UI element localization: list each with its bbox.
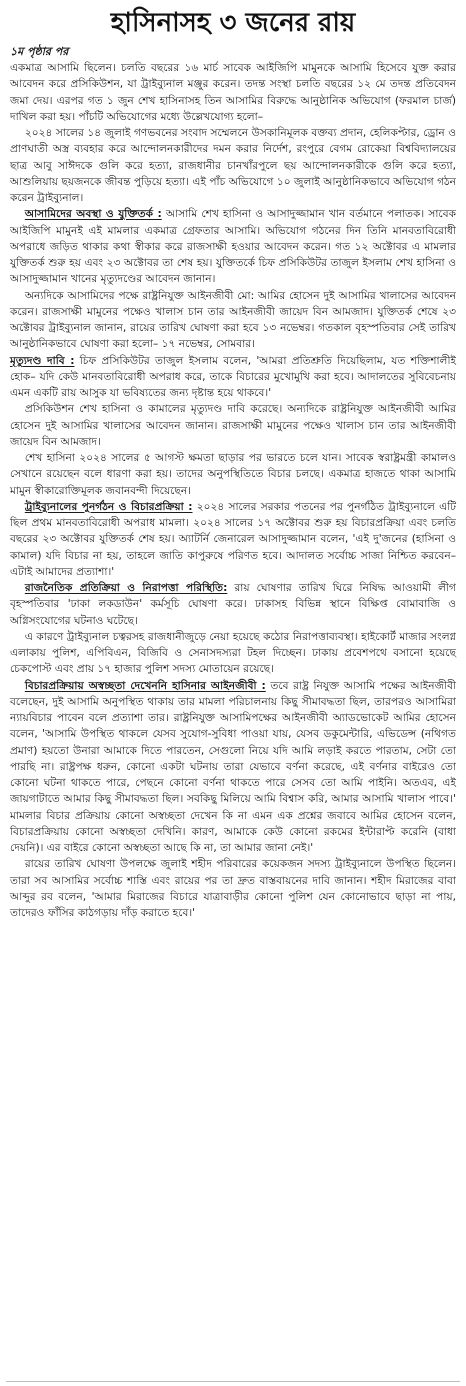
section-subhead: মৃত্যুদণ্ড দাবি : xyxy=(10,354,75,367)
paragraph-text: অন্যদিকে আসামিদের পক্ষে রাষ্ট্রনিযুক্ত আইনজীবী মো: আমির হোসেন দুই আসামির খালাসের আবেদন করেন। রাজসাক্ষী মামুনের পক্ষেও খালাস চান তার আইনজীবী জায়েদ বিন আমজাদ। যুক্তিতর্ক শেষে ২৩ অক্টোবর ট্রাইব্যুনাল জানান, রায়ের তারিখ ঘোষণা করা হবে ১৩ নভেম্বর। গতকাল বৃহস্পতিবার সেই তারিখ আনুষ্ঠানিকভাবে ঘোষণা করা হলো– ১৭ নভেম্বর, সোমবার। xyxy=(10,289,456,351)
article-paragraph xyxy=(10,401,456,450)
article-body xyxy=(10,60,456,921)
article-paragraph xyxy=(10,678,456,857)
paragraph-text: প্রসিকিউশন শেখ হাসিনা ও কামালের মৃত্যুদণ্ড দাবি করেছে। অন্যদিকে রাষ্ট্রনিযুক্ত আইনজীবী আমির হোসেন দুই আসামির খালাসের আবেদন জানান। রাজসাক্ষী মামুনের পক্ষেও খালাস চান তার আইনজীবী জায়েদ বিন আমজাদ। xyxy=(10,403,456,448)
paragraph-text: শেখ হাসিনা ২০২৪ সালের ৫ আগস্ট ক্ষমতা ছাড়ার পর ভারতে চলে যান। সাবেক স্বরাষ্ট্রমন্ত্রী কামালও সেখানে রয়েছেন বলে ধারণা করা হয়। তাদের অনুপস্থিতিতে বিচার চলছে। একমাত্র হাজতে থাকা আসামি মামুন স্বীকারোক্তিমূলক জবানবন্দী দিয়েছেন। xyxy=(10,452,456,497)
article-paragraph xyxy=(10,125,456,206)
article-paragraph xyxy=(10,60,456,125)
paragraph-text: রায়ের তারিখ ঘোষণা উপলক্ষে জুলাই শহীদ পরিবারের কয়েকজন সদস্য ট্রাইব্যুনালে উপস্থিত ছিলেন। তারা সব আসামির সর্বোচ্চ শাস্তি এবং রায়ের পর তা দ্রুত বাস্তবায়নের দাবি জানান। শহীদ মিরাজের বাবা আব্দুর রব বলেন, 'আমার মিরাজের বিচারে যাত্রাবাড়ীর কোনো পুলিশ যেন কোনোভাবে ছাড়া না পায়, তাদেরও ফাঁসির কাঠগড়ায় দাঁড় করাতে হবে।' xyxy=(10,858,456,919)
paragraph-text: তবে রাষ্ট্র নিযুক্ত আসামি পক্ষের আইনজীবী বলেছেন, দুই আসামি অনুপস্থিত থাকায় তার মামলা পরিচালনায় কিছু সীমাবদ্ধতা ছিল, তারপরও আসামিরা ন্যায়বিচার পাবেন বলে প্রত্যাশা তার। রাষ্ট্রনিযুক্ত আসামিপক্ষের আইনজীবী অ্যাডভোকেট আমির হোসেন বলেন, 'আসামি উপস্থিত থাকলে যেসব সুযোগ-সুবিধা পাওয়া যায়, যেসব ডকুমেন্টারি, এভিডেন্স (নথিগত প্রমাণ) হয়তো উনারা আমাকে দিতে পারতেন, সেগুলো নিয়ে যদি আমি লড়াই করতে পারতাম, সেটা তো পারছি না। রাষ্ট্রপক্ষ ধরুন, কোনো একটা ঘটনায় তারা যেভাবে বর্ণনা করেছে, এই বর্ণনার বাইরেও তো কোনো ঘটনা থাকতে পারে, পেছনে কোনো বর্ণনা থাকতে পারে সেসব তো আমি পাইনি। অতএব, এই জায়গাটাতে আমার কিছু সীমাবদ্ধতা ছিল। সবকিছু মিলিয়ে আমি বিশ্বাস করি, আমার আসামি খালাস পাবে।' মামলার বিচার প্রক্রিয়ায় কোনো অস্বচ্ছতা দেখেন কি না এমন এক প্রশ্নের জবাবে আমির হোসেন বলেন, বিচারপ্রক্রিয়ায় কোনো অস্বচ্ছতা দেখিনি। কারণ, আমাকে কেউ কোনো রকমের ইন্টারাপ্ট করেনি (বাধা দেয়নি)। এর বাইরে কোনো অস্বচ্ছতা আছে কি না, তা আমার জানা নেই।' xyxy=(10,679,456,854)
article-paragraph xyxy=(10,450,456,499)
section-subhead: বিচারপ্রক্রিয়ায় অস্বচ্ছতা দেখেননি হাসিনার আইনজীবী : xyxy=(24,679,266,692)
article-paragraph xyxy=(10,629,456,678)
article-paragraph xyxy=(10,580,456,629)
paragraph-text: একমাত্র আসামি ছিলেন। চলতি বছরের ১৬ মার্চ সাবেক আইজিপি মামুনকে আসামি হিসেবে যুক্ত করার আবেদন করে প্রসিকিউশন, যা ট্রাইব্যুনাল মঞ্জুর করেন। তদন্ত সংস্থা চলতি বছরের ১২ মে তদন্ত প্রতিবেদন জমা দেয়। এরপর গত ১ জুন শেখ হাসিনাসহ তিন আসামির বিরুদ্ধে আনুষ্ঠানিক অভিযোগ (ফরমাল চার্জ) দাখিল করা হয়। পাঁচটি অভিযোগের মধ্যে উল্লেখযোগ্য হলো– xyxy=(10,62,456,123)
paragraph-text: চিফ প্রসিকিউটর তাজুল ইসলাম বলেন, 'আমরা প্রতিশ্রুতি দিয়েছিলাম, যত শক্তিশালীই হোক– যদি কেউ মানবতাবিরোধী অপরাধ করে, তাকে বিচারের মুখোমুখি করা হবে। আদালতের সুবিবেচনায় এমন একটি রায় আসুক যা ভবিষ্যতের জন্য দৃষ্টান্ত হয়ে থাকবে।' xyxy=(10,354,456,399)
article-paragraph xyxy=(10,353,456,402)
paragraph-text: ২০২৪ সালের সরকার পতনের পর পুনর্গঠিত ট্রাইব্যুনালে এটি ছিল প্রথম মানবতাবিরোধী অপরাধ মামলা। ২০২৪ সালের ১৭ অক্টোবর শুরু হয় বিচারপ্রক্রিয়া এবং চলতি বছরের ২৩ অক্টোবর যুক্তিতর্ক শেষ হয়। অ্যাটর্নি জেনারেল আসাদুজ্জামান বলেন, 'এই দু'জনের (হাসিনা ও কামাল) যদি বিচার না হয়, তাহলে জাতি কাপুরুষে পরিণত হবে। আদালত সর্বোচ্চ সাজা নিশ্চিত করবেন– এটাই আমাদের প্রত্যাশা।' xyxy=(10,500,456,578)
article-paragraph xyxy=(10,499,456,580)
paragraph-text: এ কারণে ট্রাইব্যুনাল চত্বরসহ রাজধানীজুড়ে নেয়া হয়েছে কঠোর নিরাপত্তাব্যবস্থা। হাইকোর্ট মাজার সংলগ্ন এলাকায় পুলিশ, এপিবিএন, বিজিবি ও সেনাসদস্যরা টহল দিচ্ছেন। ঢাকায় প্রবেশপথে বসানো হয়েছে চেকপোস্ট এবং প্রায় ১৭ হাজার পুলিশ সদস্য মোতায়েন রয়েছে। xyxy=(10,630,456,676)
continued-from-label: ১ম পৃষ্ঠার পর xyxy=(10,45,69,58)
section-subhead: রাজনৈতিক প্রতিক্রিয়া ও নিরাপত্তা পরিস্থিতি: xyxy=(24,582,228,594)
column-divider xyxy=(6,1381,460,1382)
section-subhead: আসামিদের অবস্থা ও যুক্তিতর্ক : xyxy=(24,208,162,221)
paragraph-text: ২০২৪ সালের ১৪ জুলাই গণভবনের সংবাদ সম্মেলনে উসকানিমূলক বক্তব্য প্রদান, হেলিকপ্টার, ড্রোন ও প্রাণঘাতী অস্ত্র ব্যবহার করে আন্দোলনকারীদের দমন করার নির্দেশ, রংপুরে বেগম রোকেয়া বিশ্ববিদ্যালয়ের ছাত্র আবু সাঈদকে গুলি করে হত্যা, রাজধানীর চানখাঁরপুলে ছয় আন্দোলনকারীকে গুলি করে হত্যা, আশুলিয়ায় ছয়জনকে জীবন্ত পুড়িয়ে হত্যা। এই পাঁচ অভিযোগে ১০ জুলাই আনুষ্ঠানিকভাবে অভিযোগ গঠন করেন ট্রাইব্যুনাল। xyxy=(10,127,456,204)
paragraph-text: রায় ঘোষণার তারিখ ঘিরে নিষিদ্ধ আওয়ামী লীগ বৃহস্পতিবার 'ঢাকা লকডাউন' কর্মসূচি ঘোষণা করে। ঢাকাসহ বিভিন্ন স্থানে বিক্ষিপ্ত বোমাবাজি ও অগ্নিসংযোগের ঘটনাও ঘটেছে। xyxy=(10,582,456,627)
paragraph-text: আসামি শেখ হাসিনা ও আসাদুজ্জামান খান বর্তমানে পলাতক। সাবেক আইজিপি মামুনই এই মামলার একমাত্র গ্রেফতার আসামি। অভিযোগ গঠনের দিন তিনি মানবতাবিরোধী অপরাধে জড়িত থাকার কথা স্বীকার করে রাজসাক্ষী হওয়ার আবেদন করেন। গত ১২ অক্টোবর এ মামলার যুক্তিতর্ক শুরু হয় এবং ২৩ অক্টোবর তা শেষ হয়। যুক্তিতর্কে চিফ প্রসিকিউটর তাজুল ইসলাম শেখ হাসিনা ও আসাদুজ্জামান খানের মৃত্যুদণ্ডের আবেদন জানান। xyxy=(10,208,456,286)
section-subhead: ট্রাইব্যুনালের পুনর্গঠন ও বিচারপ্রক্রিয়া : xyxy=(24,500,193,513)
article-headline: হাসিনাসহ ৩ জনের রায় xyxy=(110,8,356,38)
article-paragraph xyxy=(10,206,456,287)
article-paragraph xyxy=(10,288,456,353)
article-paragraph xyxy=(10,856,456,921)
